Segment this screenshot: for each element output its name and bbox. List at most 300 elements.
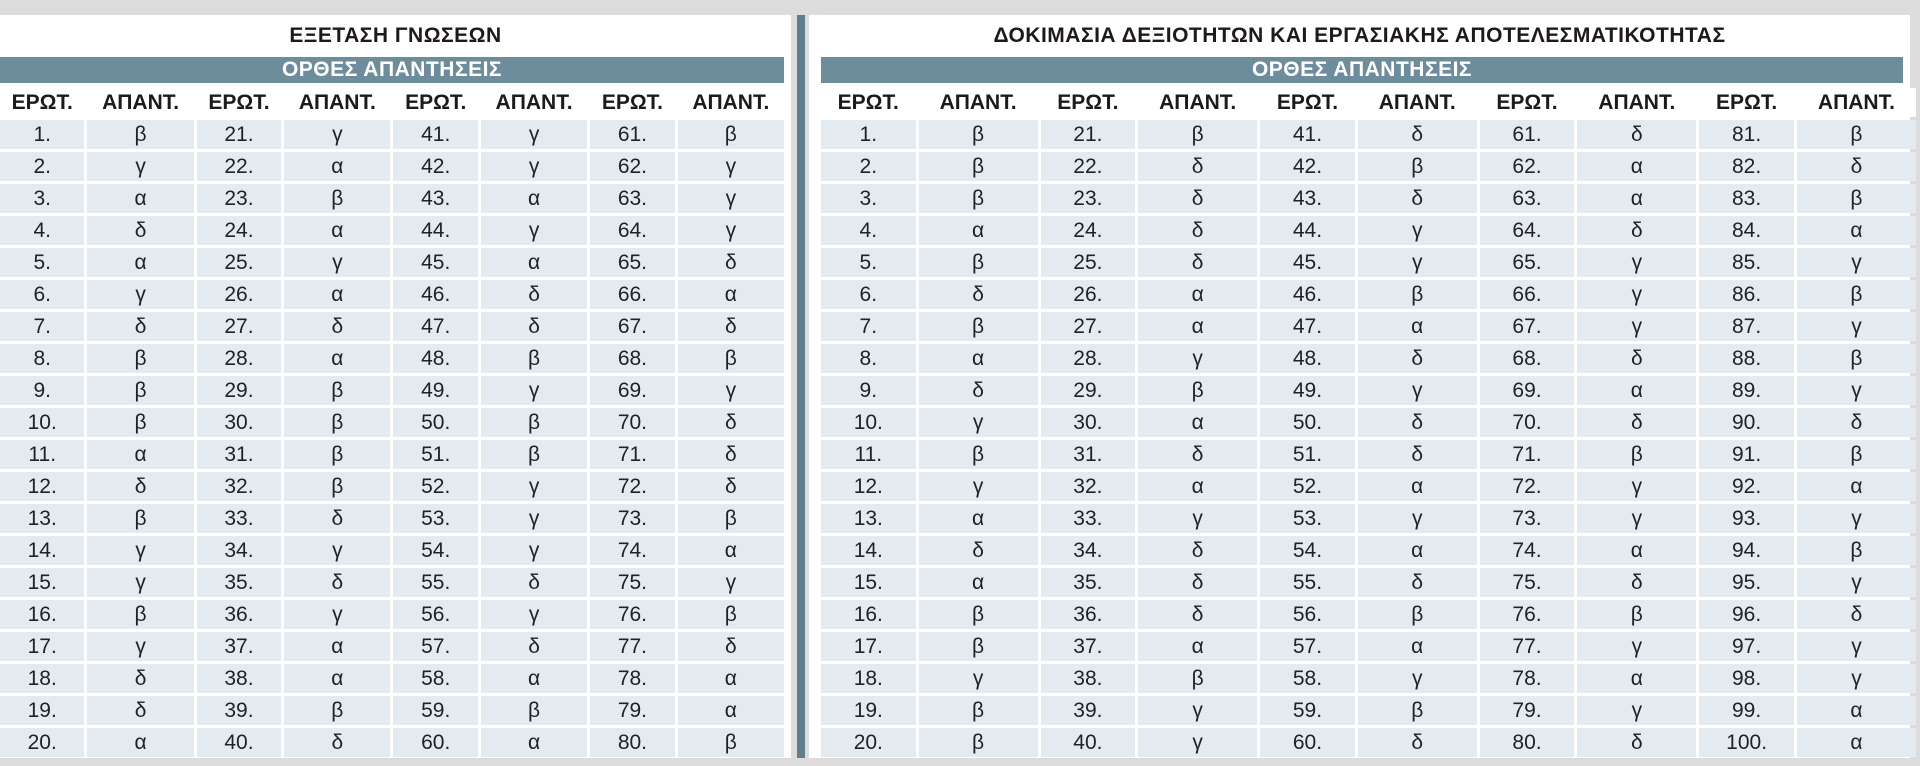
question-number-cell: 77. [1480,632,1575,661]
table-row [821,120,1916,149]
table-row [821,600,1916,629]
question-number-cell: 62. [1480,152,1575,181]
answer-cell: δ [87,664,193,693]
question-number-cell: 74. [590,536,674,565]
question-number-cell: 64. [1480,216,1575,245]
table-row [0,632,784,661]
question-number-cell: 86. [1699,280,1794,309]
question-number-cell: 53. [1260,504,1355,533]
answer-cell: α [284,632,390,661]
answer-cell: δ [1577,568,1696,597]
answer-cell: α [481,728,587,757]
answer-cell: α [919,568,1038,597]
answer-cell: β [1577,600,1696,629]
question-number-cell: 56. [393,600,477,629]
answer-cell: α [1577,664,1696,693]
header-answer: ΑΠΑΝΤ. [678,88,784,117]
question-number-cell: 17. [0,632,84,661]
question-number-cell: 82. [1699,152,1794,181]
question-number-cell: 74. [1480,536,1575,565]
question-number-cell: 14. [821,536,916,565]
question-number-cell: 32. [1041,472,1136,501]
question-number-cell: 65. [1480,248,1575,277]
answer-cell: α [1138,472,1257,501]
question-number-cell: 28. [1041,344,1136,373]
table-row [821,312,1916,341]
answer-cell: γ [1797,568,1916,597]
skills-test-panel [809,15,1910,758]
table-row [821,248,1916,277]
question-number-cell: 6. [821,280,916,309]
question-number-cell: 52. [1260,472,1355,501]
question-number-cell: 7. [0,312,84,341]
answer-cell: δ [284,312,390,341]
answer-cell: γ [1577,280,1696,309]
answer-cell: α [481,184,587,213]
answer-cell: β [87,120,193,149]
question-number-cell: 34. [1041,536,1136,565]
question-number-cell: 30. [1041,408,1136,437]
question-number-cell: 91. [1699,440,1794,469]
question-number-cell: 16. [0,600,84,629]
question-number-cell: 9. [821,376,916,405]
answer-cell: α [284,280,390,309]
answer-cell: γ [1797,632,1916,661]
table-row [0,728,784,757]
question-number-cell: 15. [821,568,916,597]
question-number-cell: 5. [821,248,916,277]
table-row [821,696,1916,725]
answer-cell: δ [678,440,784,469]
answer-cell: γ [1358,504,1477,533]
header-answer: ΑΠΑΝΤ. [481,88,587,117]
table-row [0,152,784,181]
question-number-cell: 43. [1260,184,1355,213]
question-number-cell: 30. [197,408,281,437]
answer-cell: γ [481,376,587,405]
question-number-cell: 2. [821,152,916,181]
answer-cell: α [919,216,1038,245]
question-number-cell: 76. [590,600,674,629]
table-row [821,152,1916,181]
answer-cell: β [1577,440,1696,469]
answer-cell: δ [919,376,1038,405]
answer-cell: γ [87,152,193,181]
table-row [0,664,784,693]
answer-cell: δ [678,408,784,437]
question-number-cell: 51. [1260,440,1355,469]
question-number-cell: 64. [590,216,674,245]
question-number-cell: 26. [1041,280,1136,309]
answer-cell: δ [1138,600,1257,629]
answer-cell: β [1138,120,1257,149]
question-number-cell: 50. [393,408,477,437]
question-number-cell: 21. [197,120,281,149]
answer-cell: α [1577,376,1696,405]
question-number-cell: 60. [393,728,477,757]
question-number-cell: 57. [393,632,477,661]
answer-cell: α [284,344,390,373]
question-number-cell: 17. [821,632,916,661]
answer-cell: γ [1577,472,1696,501]
answer-cell: δ [1138,568,1257,597]
table-row [821,728,1916,757]
question-number-cell: 44. [1260,216,1355,245]
answer-cell: δ [1358,344,1477,373]
answer-cell: β [1797,184,1916,213]
answer-cell: δ [284,728,390,757]
answer-cell: γ [1797,504,1916,533]
table-row [0,184,784,213]
header-answer: ΑΠΑΝΤ. [919,88,1038,117]
answer-cell: β [284,472,390,501]
question-number-cell: 46. [1260,280,1355,309]
answer-cell: β [1138,664,1257,693]
header-answer: ΑΠΑΝΤ. [284,88,390,117]
question-number-cell: 67. [590,312,674,341]
question-number-cell: 68. [590,344,674,373]
table-row [821,216,1916,245]
answer-cell: α [481,248,587,277]
answer-cell: δ [284,568,390,597]
question-number-cell: 58. [393,664,477,693]
question-number-cell: 73. [1480,504,1575,533]
question-number-cell: 46. [393,280,477,309]
question-number-cell: 36. [197,600,281,629]
table-row [0,344,784,373]
header-question: ΕΡΩΤ. [1041,88,1136,117]
answer-cell: β [919,696,1038,725]
answer-cell: γ [1577,696,1696,725]
question-number-cell: 40. [197,728,281,757]
answer-cell: δ [1577,408,1696,437]
answer-cell: β [481,440,587,469]
answer-cell: β [919,440,1038,469]
question-number-cell: 55. [393,568,477,597]
question-number-cell: 66. [1480,280,1575,309]
question-number-cell: 13. [821,504,916,533]
answer-cell: δ [1358,728,1477,757]
question-number-cell: 5. [0,248,84,277]
answer-cell: δ [284,504,390,533]
question-number-cell: 48. [1260,344,1355,373]
table-row [821,632,1916,661]
question-number-cell: 13. [0,504,84,533]
question-number-cell: 3. [821,184,916,213]
question-number-cell: 78. [1480,664,1575,693]
question-number-cell: 44. [393,216,477,245]
question-number-cell: 4. [0,216,84,245]
question-number-cell: 56. [1260,600,1355,629]
question-number-cell: 39. [1041,696,1136,725]
answer-cell: δ [481,568,587,597]
answer-cell: β [284,408,390,437]
answer-cell: β [919,600,1038,629]
question-number-cell: 35. [1041,568,1136,597]
answer-cell: γ [678,376,784,405]
question-number-cell: 59. [393,696,477,725]
answer-cell: δ [1358,440,1477,469]
answer-cell: α [284,216,390,245]
answer-cell: β [919,312,1038,341]
question-number-cell: 63. [590,184,674,213]
question-number-cell: 85. [1699,248,1794,277]
question-number-cell: 37. [197,632,281,661]
answer-cell: δ [1577,216,1696,245]
question-number-cell: 97. [1699,632,1794,661]
panel-divider [797,15,805,758]
table-row [0,472,784,501]
answer-cell: γ [284,536,390,565]
answer-cell: γ [1797,664,1916,693]
question-number-cell: 50. [1260,408,1355,437]
question-number-cell: 45. [1260,248,1355,277]
answer-cell: γ [1797,376,1916,405]
answer-cell: β [1797,344,1916,373]
question-number-cell: 21. [1041,120,1136,149]
answer-cell: β [481,344,587,373]
answer-cell: β [1797,536,1916,565]
question-number-cell: 59. [1260,696,1355,725]
question-number-cell: 18. [821,664,916,693]
answer-cell: β [87,504,193,533]
question-number-cell: 24. [1041,216,1136,245]
answer-cell: β [678,600,784,629]
table-row [0,120,784,149]
question-number-cell: 51. [393,440,477,469]
question-number-cell: 100. [1699,728,1794,757]
question-number-cell: 84. [1699,216,1794,245]
answer-cell: γ [87,632,193,661]
answer-cell: β [481,696,587,725]
table-row [821,568,1916,597]
answer-cell: α [87,728,193,757]
question-number-cell: 7. [821,312,916,341]
question-number-cell: 28. [197,344,281,373]
answer-cell: β [1797,120,1916,149]
answer-cell: δ [481,280,587,309]
answer-cell: γ [1577,248,1696,277]
answer-cell: γ [1358,216,1477,245]
question-number-cell: 16. [821,600,916,629]
answer-cell: β [1138,376,1257,405]
question-number-cell: 31. [197,440,281,469]
answer-cell: α [1138,408,1257,437]
answer-cell: β [481,408,587,437]
answer-cell: α [481,664,587,693]
answer-cell: γ [919,664,1038,693]
question-number-cell: 93. [1699,504,1794,533]
question-number-cell: 96. [1699,600,1794,629]
question-number-cell: 75. [1480,568,1575,597]
answer-cell: δ [678,248,784,277]
question-number-cell: 14. [0,536,84,565]
question-number-cell: 12. [0,472,84,501]
answer-cell: γ [284,600,390,629]
answer-cell: γ [678,216,784,245]
answers-table [0,85,787,760]
question-number-cell: 25. [1041,248,1136,277]
question-number-cell: 39. [197,696,281,725]
question-number-cell: 79. [590,696,674,725]
question-number-cell: 72. [1480,472,1575,501]
answer-cell: α [1138,632,1257,661]
question-number-cell: 61. [590,120,674,149]
answer-cell: δ [678,472,784,501]
answer-cell: γ [1577,632,1696,661]
answer-cell: δ [678,312,784,341]
question-number-cell: 52. [393,472,477,501]
answer-cell: γ [1138,696,1257,725]
question-number-cell: 61. [1480,120,1575,149]
answer-cell: δ [1358,184,1477,213]
question-number-cell: 3. [0,184,84,213]
answer-cell: γ [1577,504,1696,533]
question-number-cell: 34. [197,536,281,565]
question-number-cell: 20. [821,728,916,757]
answer-cell: β [919,632,1038,661]
question-number-cell: 42. [1260,152,1355,181]
answer-cell: β [284,376,390,405]
question-number-cell: 53. [393,504,477,533]
question-number-cell: 71. [1480,440,1575,469]
table-row [821,184,1916,213]
correct-answers-banner: ΟΡΘΕΣ ΑΠΑΝΤΗΣΕΙΣ [0,57,784,83]
answer-cell: α [1797,696,1916,725]
answer-cell: α [1358,472,1477,501]
table-row [0,216,784,245]
answer-cell: α [87,440,193,469]
question-number-cell: 88. [1699,344,1794,373]
question-number-cell: 65. [590,248,674,277]
question-number-cell: 87. [1699,312,1794,341]
question-number-cell: 72. [590,472,674,501]
answer-cell: γ [1358,248,1477,277]
answer-cell: δ [1577,120,1696,149]
header-answer: ΑΠΑΝΤ. [87,88,193,117]
answer-cell: α [678,536,784,565]
question-number-cell: 29. [1041,376,1136,405]
answer-cell: δ [1138,216,1257,245]
answer-cell: β [919,184,1038,213]
answer-cell: α [919,504,1038,533]
question-number-cell: 71. [590,440,674,469]
question-number-cell: 41. [1260,120,1355,149]
question-number-cell: 23. [197,184,281,213]
question-number-cell: 49. [393,376,477,405]
question-number-cell: 55. [1260,568,1355,597]
table-row [0,600,784,629]
table-row [0,696,784,725]
answer-cell: α [1797,216,1916,245]
answer-cell: δ [87,312,193,341]
question-number-cell: 31. [1041,440,1136,469]
header-question: ΕΡΩΤ. [590,88,674,117]
answer-cell: γ [481,152,587,181]
table-row [0,248,784,277]
question-number-cell: 18. [0,664,84,693]
answer-cell: δ [481,312,587,341]
header-question: ΕΡΩΤ. [1699,88,1794,117]
answer-cell: γ [919,408,1038,437]
question-number-cell: 12. [821,472,916,501]
panel-title: ΔΟΚΙΜΑΣΙΑ ΔΕΞΙΟΤΗΤΩΝ ΚΑΙ ΕΡΓΑΣΙΑΚΗΣ ΑΠΟΤΕΛΕΣΜΑΤΙΚΟΤΗΤΑΣ [993,24,1726,47]
answer-cell: β [678,728,784,757]
question-number-cell: 63. [1480,184,1575,213]
question-number-cell: 22. [197,152,281,181]
header-answer: ΑΠΑΝΤ. [1138,88,1257,117]
answer-cell: α [1797,728,1916,757]
question-number-cell: 76. [1480,600,1575,629]
question-number-cell: 1. [821,120,916,149]
question-number-cell: 45. [393,248,477,277]
answer-cell: γ [284,120,390,149]
answer-cell: β [284,696,390,725]
question-number-cell: 77. [590,632,674,661]
header-answer: ΑΠΑΝΤ. [1797,88,1916,117]
header-answer: ΑΠΑΝΤ. [1577,88,1696,117]
question-number-cell: 60. [1260,728,1355,757]
table-row [0,568,784,597]
header-question: ΕΡΩΤ. [1260,88,1355,117]
question-number-cell: 80. [1480,728,1575,757]
question-number-cell: 54. [393,536,477,565]
question-number-cell: 90. [1699,408,1794,437]
question-number-cell: 47. [1260,312,1355,341]
answer-cell: α [919,344,1038,373]
answer-cell: β [87,408,193,437]
table-row [0,440,784,469]
question-number-cell: 33. [1041,504,1136,533]
question-number-cell: 49. [1260,376,1355,405]
answer-cell: γ [87,568,193,597]
answer-cell: γ [1358,664,1477,693]
correct-answers-banner: ΟΡΘΕΣ ΑΠΑΝΤΗΣΕΙΣ [821,57,1903,83]
answer-cell: δ [481,632,587,661]
question-number-cell: 89. [1699,376,1794,405]
answer-cell: δ [87,696,193,725]
answer-cell: δ [1358,408,1477,437]
answer-cell: γ [1138,728,1257,757]
answer-cell: α [284,664,390,693]
table-row [821,504,1916,533]
answer-cell: γ [87,536,193,565]
question-number-cell: 62. [590,152,674,181]
answer-cell: β [919,120,1038,149]
answer-cell: γ [481,504,587,533]
answer-cell: β [1797,440,1916,469]
answer-cell: β [284,184,390,213]
answer-cell: δ [1138,440,1257,469]
answer-cell: δ [1797,152,1916,181]
answer-cell: γ [481,472,587,501]
question-number-cell: 98. [1699,664,1794,693]
question-number-cell: 68. [1480,344,1575,373]
answer-cell: α [1577,184,1696,213]
answer-cell: γ [87,280,193,309]
answer-cell: δ [919,280,1038,309]
header-question: ΕΡΩΤ. [1480,88,1575,117]
question-number-cell: 69. [1480,376,1575,405]
answer-cell: γ [481,216,587,245]
header-question: ΕΡΩΤ. [197,88,281,117]
answers-table [818,85,1919,760]
answer-cell: γ [678,568,784,597]
answer-cell: α [1138,280,1257,309]
answer-cell: γ [678,184,784,213]
panel-title: ΕΞΕΤΑΣΗ ΓΝΩΣΕΩΝ [289,24,502,47]
question-number-cell: 6. [0,280,84,309]
